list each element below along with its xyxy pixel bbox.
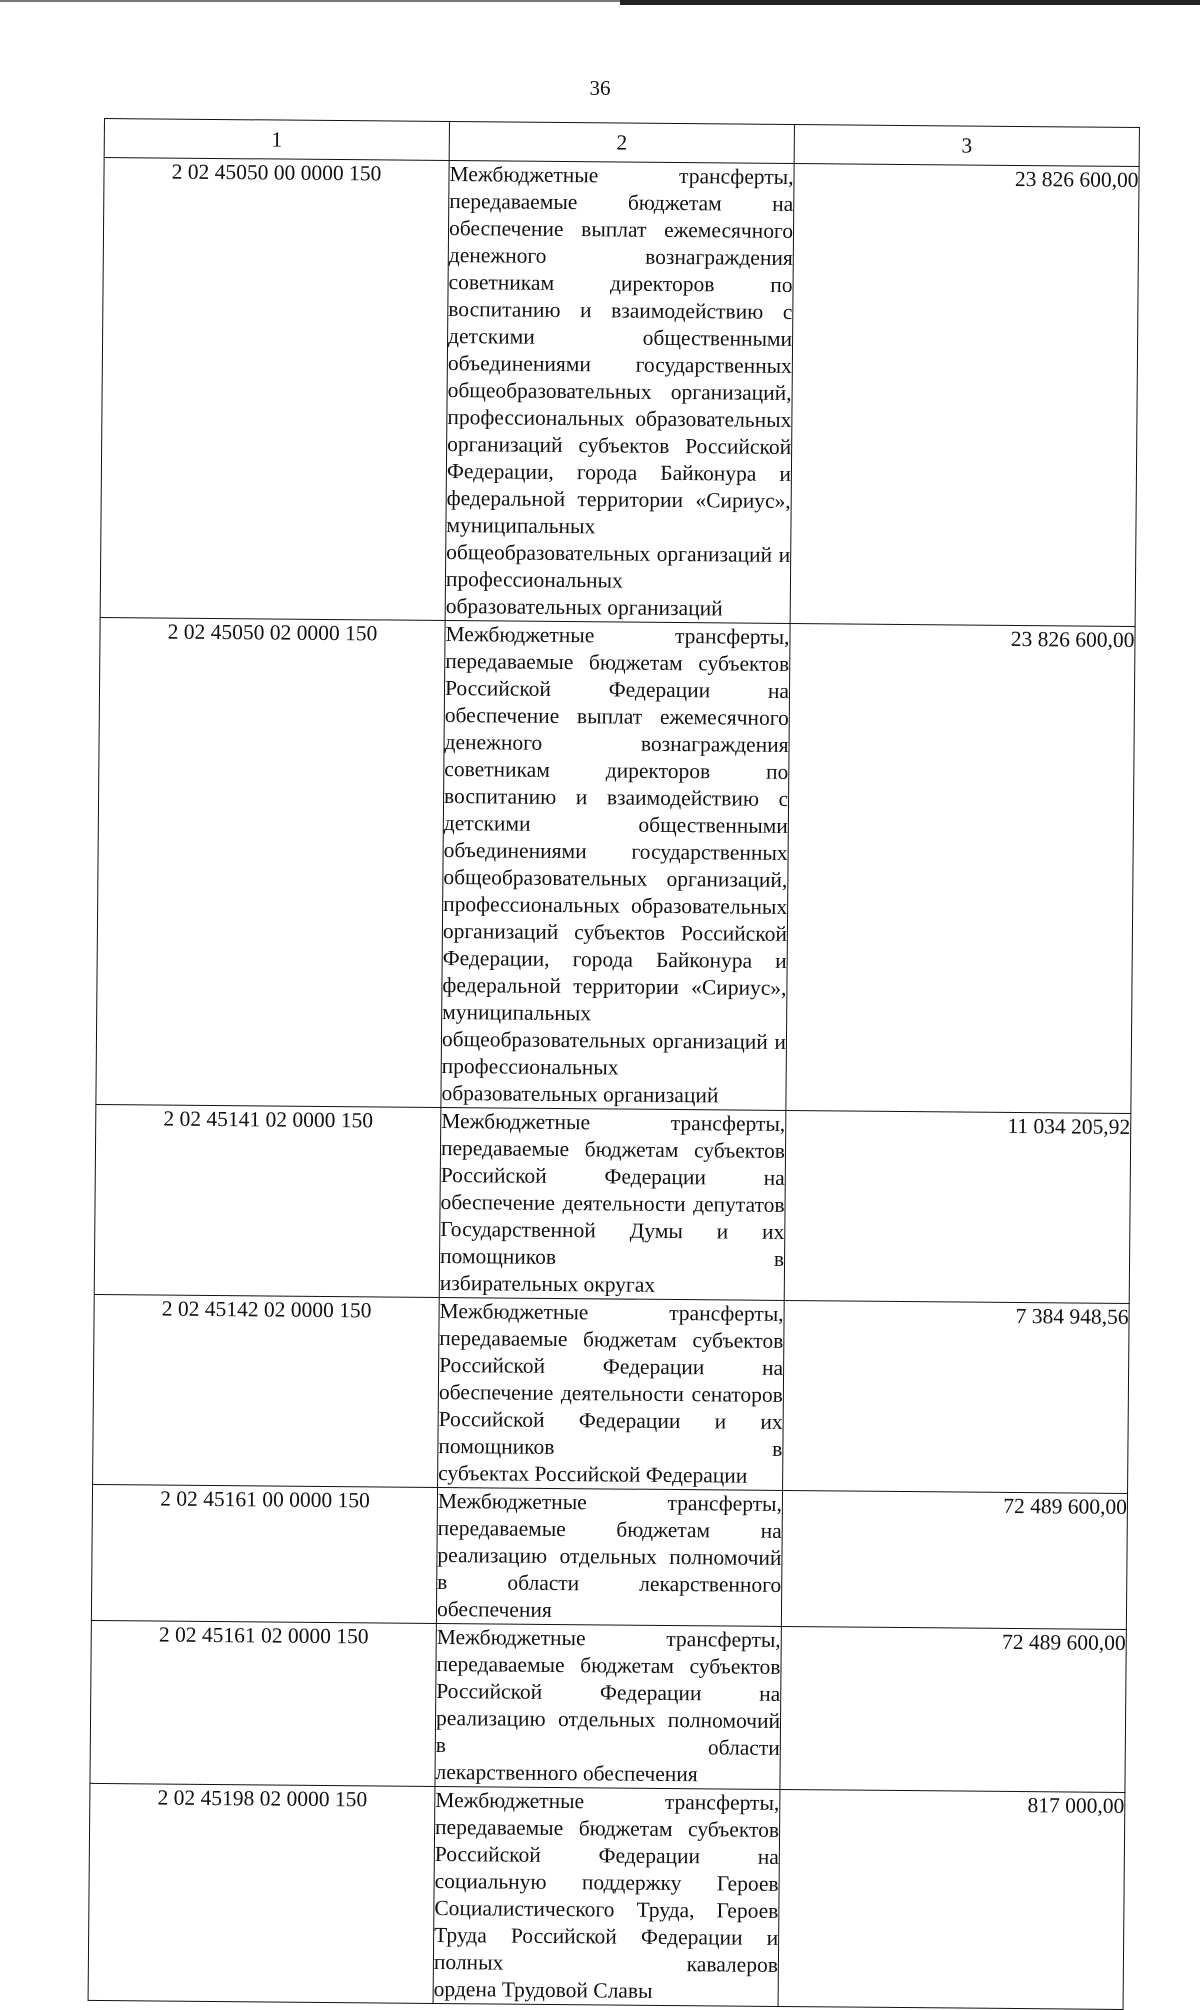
description-end: избирательных округах: [439, 1270, 656, 1297]
description-cell: [435, 1623, 781, 1789]
description-cell: [445, 161, 794, 624]
table-row: [88, 1783, 1125, 2009]
description-end: обеспечения: [436, 1596, 552, 1622]
amount: 72 489 600,00: [780, 1626, 1126, 1792]
scan-edge-bar: [620, 0, 1200, 5]
budget-code: 2 02 45050 02 0000 150: [96, 617, 445, 1107]
amount: 7 384 948,56: [783, 1300, 1130, 1493]
budget-code: 2 02 45161 02 0000 150: [90, 1620, 436, 1786]
description-cell: [433, 1786, 780, 2006]
table-row: [91, 1484, 1127, 1629]
column-header-2: 2: [449, 122, 794, 164]
description: Межбюджетные трансферты, передаваемые бюджетам субъектов Российской Федерации на обеспечение деятельности депутатов Государственной Думы и их помощников в: [439, 1108, 786, 1271]
description: Межбюджетные трансферты, передаваемые бюджетам субъектов Российской Федерации на реализацию отдельных полномочий в области: [435, 1624, 781, 1760]
scan-edge: [0, 0, 1200, 6]
column-header-3: 3: [794, 125, 1139, 167]
description-end: образовательных организаций: [441, 1080, 719, 1108]
budget-table: [88, 118, 1140, 2010]
description: Межбюджетные трансферты, передаваемые бюджетам субъектов Российской Федерации на социальную поддержку Героев Социалистического Труда, Героев Труда Российской Федерации и полных кавалеров: [433, 1787, 780, 1977]
table-row: [93, 1294, 1130, 1493]
description-cell: [441, 620, 790, 1110]
column-header-1: 1: [104, 119, 449, 161]
description-cell: [439, 1107, 786, 1300]
budget-code: 2 02 45142 02 0000 150: [93, 1294, 440, 1487]
page-number: 36: [589, 76, 611, 100]
table-row: [94, 1104, 1131, 1303]
amount: 817 000,00: [778, 1789, 1125, 2009]
amount: 23 826 600,00: [786, 624, 1135, 1114]
budget-code: 2 02 45050 00 0000 150: [100, 158, 449, 621]
description: Межбюджетные трансферты, передаваемые бюджетам субъектов Российской Федерации на обеспечение выплат ежемесячного денежного вознаграждения советникам директоров по воспитанию и взаимодействию с детскими общественными объединениями государственных общеобразовательных организаций, профессиональных образовательных организаций субъектов Российской Федерации, города Байконура и федеральной территории «Сириус», муниципальных общеобразовательных организаций и профессиональных: [441, 622, 790, 1080]
description: Межбюджетные трансферты, передаваемые бюджетам на обеспечение выплат ежемесячного денежного вознаграждения советникам директоров по воспитанию и взаимодействию с детскими общественными объединениями государственных общеобразовательных организаций, профессиональных образовательных организаций субъектов Российской Федерации, города Байконура и федеральной территории «Сириус», муниципальных общеобразовательных организаций и профессиональных: [445, 162, 794, 593]
description-end: образовательных организаций: [445, 594, 723, 621]
table-row: [90, 1620, 1126, 1792]
description-end: лекарственного обеспечения: [435, 1759, 698, 1787]
budget-code: 2 02 45161 00 0000 150: [91, 1484, 437, 1623]
amount: 23 826 600,00: [790, 164, 1139, 627]
description-end: ордена Трудовой Славы: [433, 1976, 653, 2003]
description: Межбюджетные трансферты, передаваемые бюджетам субъектов Российской Федерации на обеспечение деятельности сенаторов Российской Федерации и их помощников в: [438, 1298, 784, 1461]
amount: 11 034 205,92: [784, 1110, 1131, 1303]
amount: 72 489 600,00: [781, 1490, 1127, 1629]
description-cell: [436, 1487, 782, 1626]
budget-code: 2 02 45198 02 0000 150: [88, 1783, 435, 2003]
description-cell: [438, 1297, 785, 1490]
table-row: [96, 617, 1135, 1113]
table-row: [100, 158, 1139, 627]
description: Межбюджетные трансферты, передаваемые бюджетам на реализацию отдельных полномочий в области лекарственного: [437, 1488, 783, 1597]
budget-code: 2 02 45141 02 0000 150: [94, 1104, 441, 1297]
description-end: субъектах Российской Федерации: [438, 1460, 748, 1488]
